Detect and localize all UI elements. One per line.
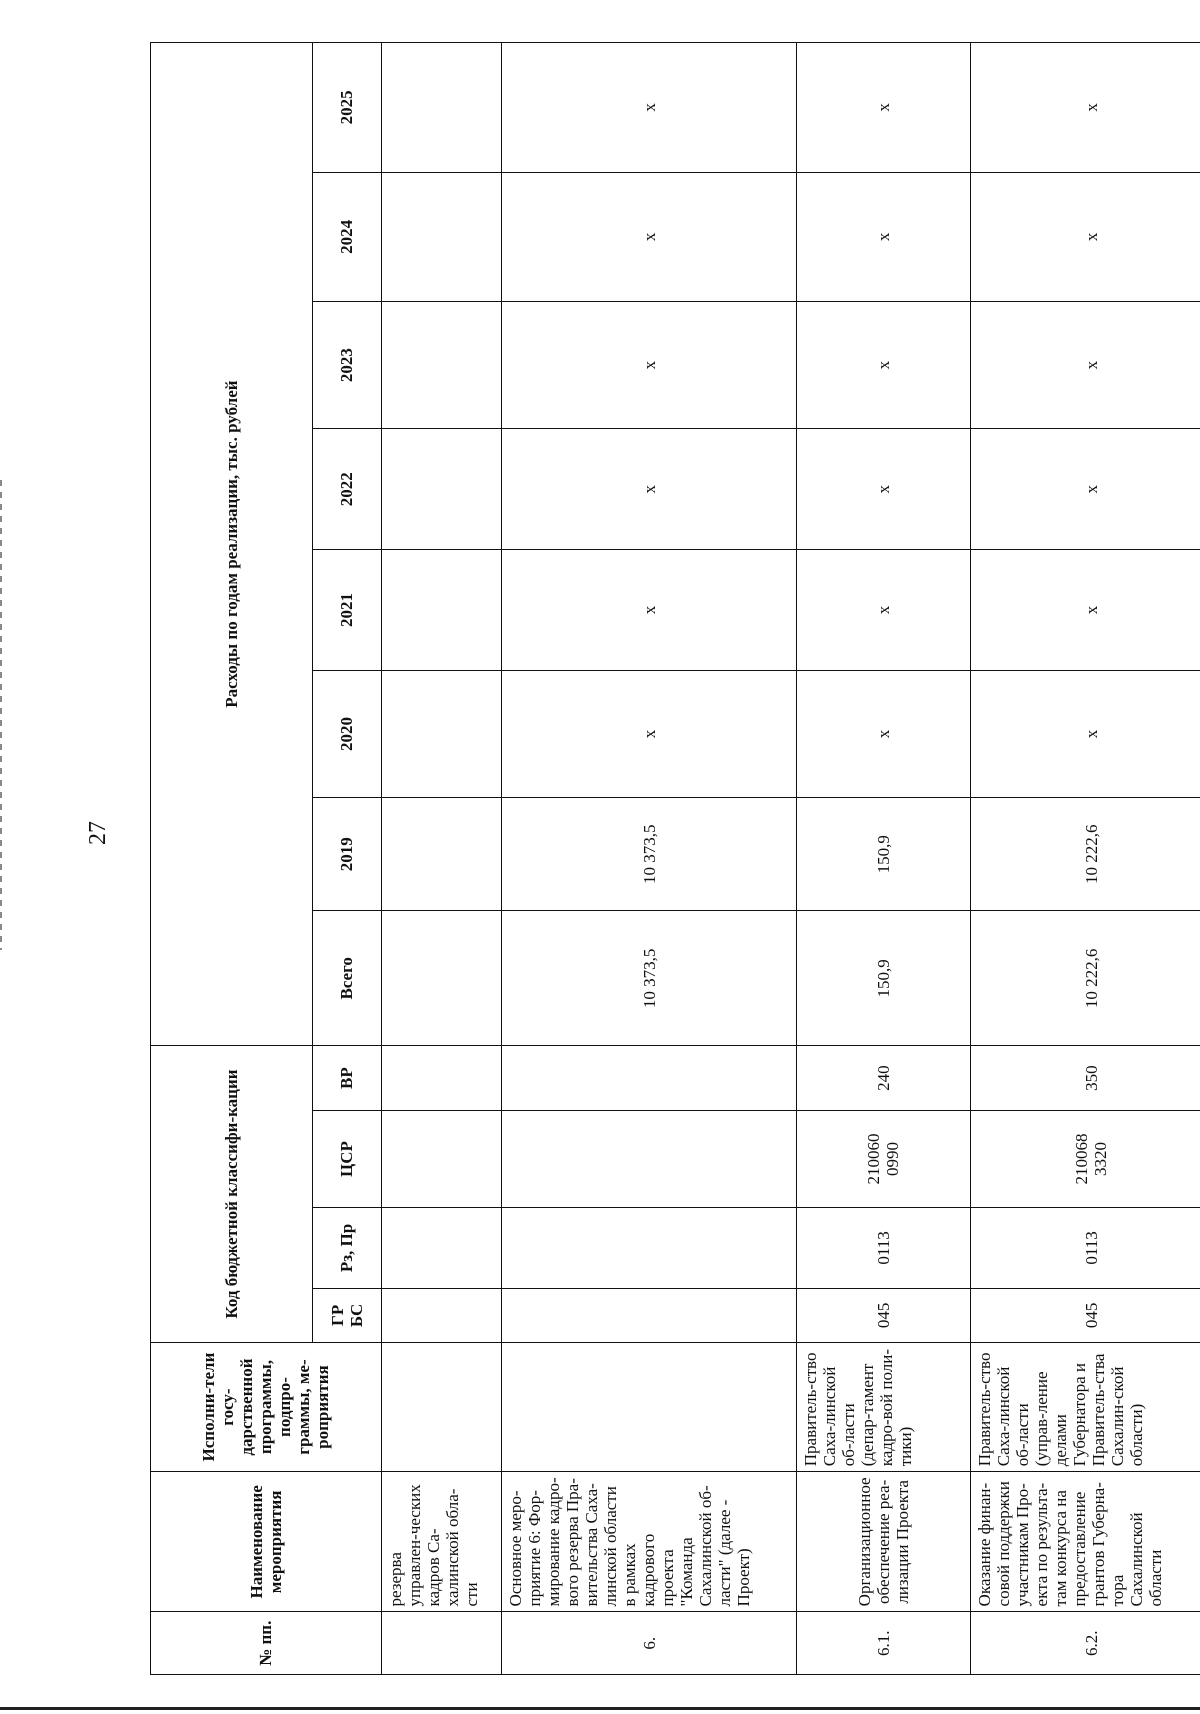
header-2022: 2022 bbox=[312, 429, 381, 550]
row-2020: x bbox=[970, 670, 1200, 797]
row-csr: 210068 3320 bbox=[970, 1110, 1200, 1207]
row-grbs: 045 bbox=[797, 1288, 970, 1342]
row-2020: x bbox=[797, 670, 970, 797]
row-name: Организационное обеспечение реа-лизации Проекта bbox=[797, 1472, 970, 1612]
header-grbs: ГР БС bbox=[312, 1288, 381, 1342]
row-total: 10 222,6 bbox=[970, 911, 1200, 1046]
row-2021: x bbox=[797, 550, 970, 671]
row-2021: x bbox=[501, 550, 797, 671]
header-2021: 2021 bbox=[312, 550, 381, 671]
page-number: 27 bbox=[85, 821, 111, 845]
row-rzpr bbox=[381, 1208, 501, 1289]
row-2023: x bbox=[797, 302, 970, 429]
row-2022: x bbox=[797, 429, 970, 550]
row-vr bbox=[381, 1046, 501, 1111]
row-num: 6.1. bbox=[797, 1612, 970, 1675]
row-vr: 350 bbox=[970, 1046, 1200, 1111]
row-num: 6. bbox=[501, 1612, 797, 1675]
row-2021: x bbox=[970, 550, 1200, 671]
row-grbs bbox=[501, 1288, 797, 1342]
header-budget-code: Код бюджетной классифи-кации bbox=[151, 1046, 313, 1343]
row-2025: x bbox=[501, 43, 797, 173]
row-2023: x bbox=[501, 302, 797, 429]
budget-table bbox=[150, 42, 1200, 1675]
header-2025: 2025 bbox=[312, 43, 381, 173]
row-2024: x bbox=[501, 172, 797, 301]
row-2025: x bbox=[797, 43, 970, 173]
row-grbs bbox=[381, 1288, 501, 1342]
row-2019 bbox=[381, 798, 501, 911]
row-2021 bbox=[381, 550, 501, 671]
scan-bottom-line bbox=[0, 1707, 1200, 1710]
header-name: Наименование мероприятия bbox=[151, 1472, 382, 1612]
row-csr bbox=[501, 1110, 797, 1207]
header-total: Всего bbox=[312, 911, 381, 1046]
row-2022 bbox=[381, 429, 501, 550]
row-name: Оказание финан-совой поддержки участникам Про-екта по результа-там конкурса на предоставление грантов Губерна-тора Сахалинской области bbox=[970, 1472, 1200, 1612]
row-csr: 210060 0990 bbox=[797, 1110, 970, 1207]
row-2024: x bbox=[797, 172, 970, 301]
row-executor bbox=[381, 1342, 501, 1471]
row-csr bbox=[381, 1110, 501, 1207]
header-num: № пп. bbox=[151, 1612, 382, 1675]
table-row bbox=[381, 43, 501, 1675]
row-2019: 10 222,6 bbox=[970, 798, 1200, 911]
header-vr: ВР bbox=[312, 1046, 381, 1111]
header-expenses: Расходы по годам реализации, тыс. рублей bbox=[151, 43, 313, 1046]
row-vr: 240 bbox=[797, 1046, 970, 1111]
table-rotated bbox=[150, 42, 1200, 1675]
header-rzpr: Рз, Пр bbox=[312, 1208, 381, 1289]
row-2024 bbox=[381, 172, 501, 301]
row-executor: Правитель-ство Саха-линской об-ласти (управ-ление делами Губернатора и Правитель-ства Сахалин-ской области) bbox=[970, 1342, 1200, 1471]
header-csr: ЦСР bbox=[312, 1110, 381, 1207]
row-rzpr: 0113 bbox=[797, 1208, 970, 1289]
row-executor: Правитель-ство Саха-линской об-ласти (депар-тамент кадро-вой поли-тики) bbox=[797, 1342, 970, 1471]
row-2020: x bbox=[501, 670, 797, 797]
header-2024: 2024 bbox=[312, 172, 381, 301]
table-row bbox=[970, 43, 1200, 1675]
row-2022: x bbox=[970, 429, 1200, 550]
row-2025 bbox=[381, 43, 501, 173]
row-rzpr: 0113 bbox=[970, 1208, 1200, 1289]
header-row-1 bbox=[151, 43, 313, 1675]
row-2019: 10 373,5 bbox=[501, 798, 797, 911]
header-2023: 2023 bbox=[312, 302, 381, 429]
row-num: 6.2. bbox=[970, 1612, 1200, 1675]
header-2020: 2020 bbox=[312, 670, 381, 797]
row-grbs: 045 bbox=[970, 1288, 1200, 1342]
row-name: резерва управлен-ческих кадров Са-халинской обла-сти bbox=[381, 1472, 501, 1612]
table-row bbox=[501, 43, 797, 1675]
header-executors: Исполни-тели госу-дарственной программы, подпро-граммы, ме-роприятия bbox=[151, 1342, 382, 1471]
header-2019: 2019 bbox=[312, 798, 381, 911]
row-rzpr bbox=[501, 1208, 797, 1289]
row-2019: 150,9 bbox=[797, 798, 970, 911]
scan-margin-line bbox=[0, 480, 2, 950]
row-total bbox=[381, 911, 501, 1046]
row-num bbox=[381, 1612, 501, 1675]
row-2023 bbox=[381, 302, 501, 429]
rotated-table-wrapper bbox=[150, 42, 1200, 1675]
row-2024: x bbox=[970, 172, 1200, 301]
row-2022: x bbox=[501, 429, 797, 550]
row-2025: x bbox=[970, 43, 1200, 173]
row-name: Основное меро-приятие 6: Фор-мирование кадро-вого резерва Пра-вительства Саха-линской области в рамках кадрового проекта "Команда Сахалинской об-ласти" (далее - Проект) bbox=[501, 1472, 797, 1612]
row-vr bbox=[501, 1046, 797, 1111]
row-total: 10 373,5 bbox=[501, 911, 797, 1046]
row-total: 150,9 bbox=[797, 911, 970, 1046]
row-2020 bbox=[381, 670, 501, 797]
row-executor bbox=[501, 1342, 797, 1471]
row-2023: x bbox=[970, 302, 1200, 429]
table-row bbox=[797, 43, 970, 1675]
